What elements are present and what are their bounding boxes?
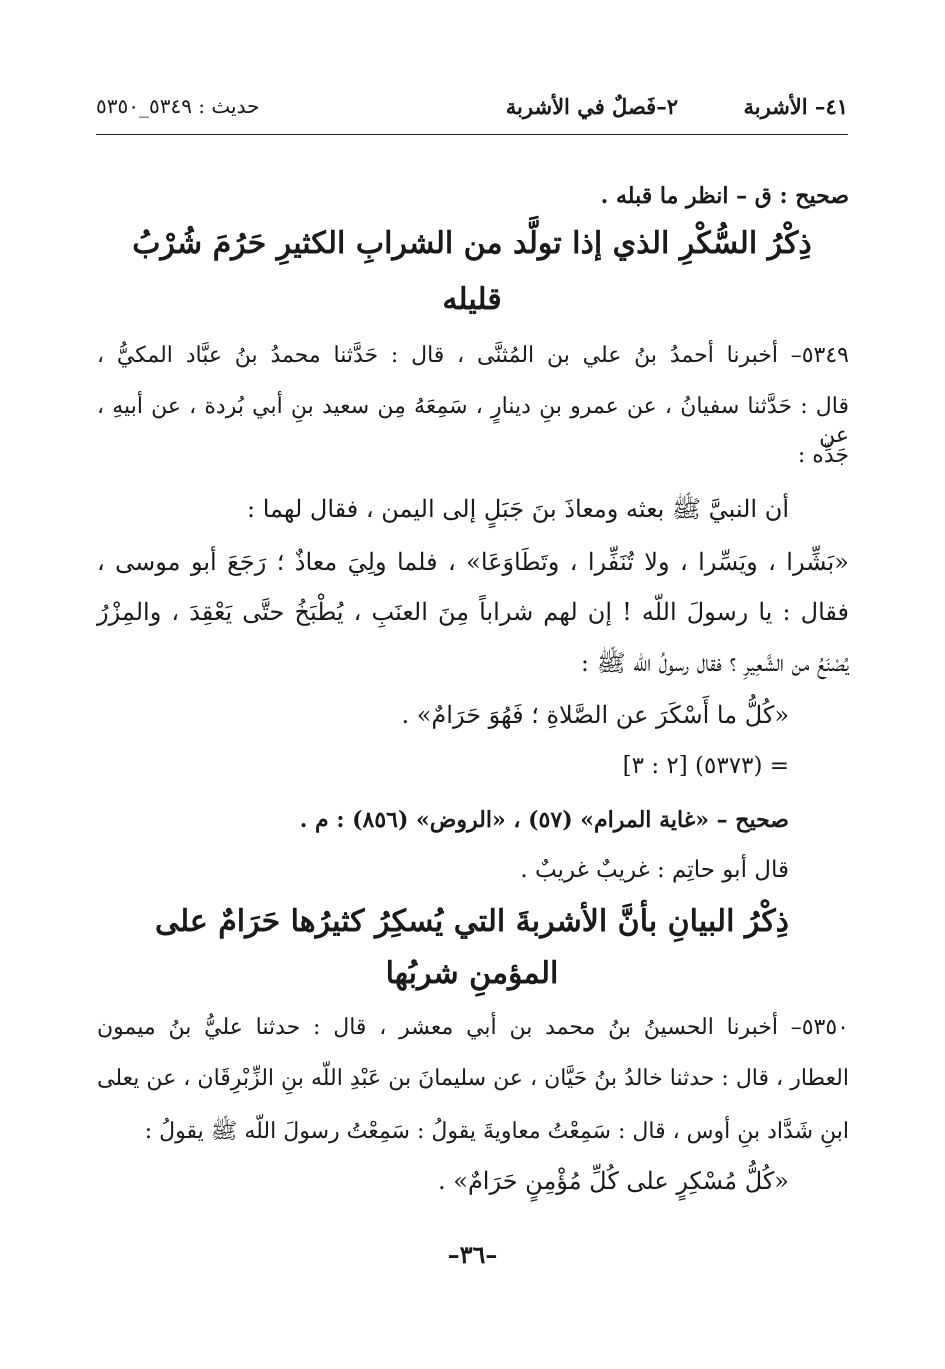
hadith-5349-line-7: يُصْنَعُ من الشَّعِيرِ ؟ فقال رسولُ اللّه ﷺ : [580, 649, 849, 677]
chapter-heading-2-line-2: المؤمنِ شربُها [385, 956, 559, 991]
chapter-heading-2-line-1: ذِكْرُ البيانِ بأنَّ الأشربةَ التي يُسكِرُ كثيرُها حَرَامٌ على [154, 904, 790, 939]
hadith-5349-line-6: فقال : يا رسولَ اللّه ! إن لهم شراباً مِنَ العنَبِ ، يُطْبَخُ حتَّى يَعْقِدَ ، والمِزْرُ [97, 598, 849, 626]
hadith-5350-line-3: ابنِ شَدَّاد بنِ أوس ، قال : سَمِعْتُ معاويةَ يقولُ : سَمِعْتُ رسولَ اللّه ﷺ يقولُ : [144, 1119, 849, 1144]
chapter-heading-1-line-1: ذِكْرُ السُّكْرِ الذي إذا تولَّد من الشرابِ الكثيرِ حَرُمَ شُرْبُ [132, 226, 812, 261]
chapter-heading-1-line-2: قليله [442, 282, 502, 317]
header-divider [96, 134, 848, 135]
hadith-5350-line-2: العطار ، قال : حدثنا خالدُ بنُ حَيَّان ، عن سليمانَ بن عَبْدِ اللّه بنِ الزِّبْرِقَان ، عن يعلى [97, 1066, 849, 1091]
grading-5349: صحيح – «غاية المرام» (٥٧) ، «الروض» (٨٥٦) : م . [299, 807, 789, 833]
abu-hatim-comment: قال أبو حاتِم : غريبٌ غريبٌ . [520, 857, 789, 883]
hadith-5350-prophetic-saying: «كُلُّ مُسْكِرٍ على كُلِّ مُؤْمِنٍ حَرَامٌ» . [438, 1167, 789, 1195]
hadith-5349-line-5: «بَشِّرا ، ويَسِّرا ، ولا تُنَفِّرا ، وتَطَاوَعَا» ، فلما ولِيَ معاذٌ ؛ رَجَعَ أبو موسى ، [97, 548, 849, 576]
hadith-5349-line-2: قال : حَدَّثنا سفيانُ ، عن عمرو بنِ دينارٍ ، سَمِعَهُ مِن سعيد بنِ أبي بُردة ، عن أبيهِ ، عن [97, 394, 849, 448]
page-number: –٣٦– [447, 1240, 498, 1269]
hadith-5350-line-1: ٥٣٥٠– أخبرنا الحسينُ بنُ محمد بن أبي معشر ، قال : حدثنا عليُّ بنُ ميمون [97, 1015, 849, 1040]
hadith-5349-line-3: جَدِّه : [797, 443, 849, 468]
hadith-5349-line-1: ٥٣٤٩– أخبرنا أحمدُ بنُ علي بن المُثنَّى ، قال : حَدَّثنا محمدُ بنُ عبَّاد المكيُّ ، [97, 343, 849, 368]
hadith-5349-cross-reference: = (٥٣٧٣) [٢ : ٣] [622, 753, 789, 779]
header-chapter-title: ٢–فَصلٌ في الأشربة [505, 94, 678, 119]
page-header [96, 94, 848, 134]
header-hadith-range: حديث : ٥٣٤٩_٥٣٥٠ [96, 94, 260, 118]
grading-previous: صحيح : ق – انظر ما قبله . [600, 183, 849, 209]
hadith-5349-line-4: أن النبيَّ ﷺ بعثه ومعاذَ بنَ جَبَلٍ إلى اليمن ، فقال لهما : [246, 495, 789, 523]
header-book-title: ٤١– الأشربة [743, 94, 848, 119]
hadith-5349-prophetic-saying: «كُلُّ ما أَسْكَرَ عن الصَّلاةِ ؛ فَهُوَ حَرَامٌ» . [401, 701, 789, 729]
